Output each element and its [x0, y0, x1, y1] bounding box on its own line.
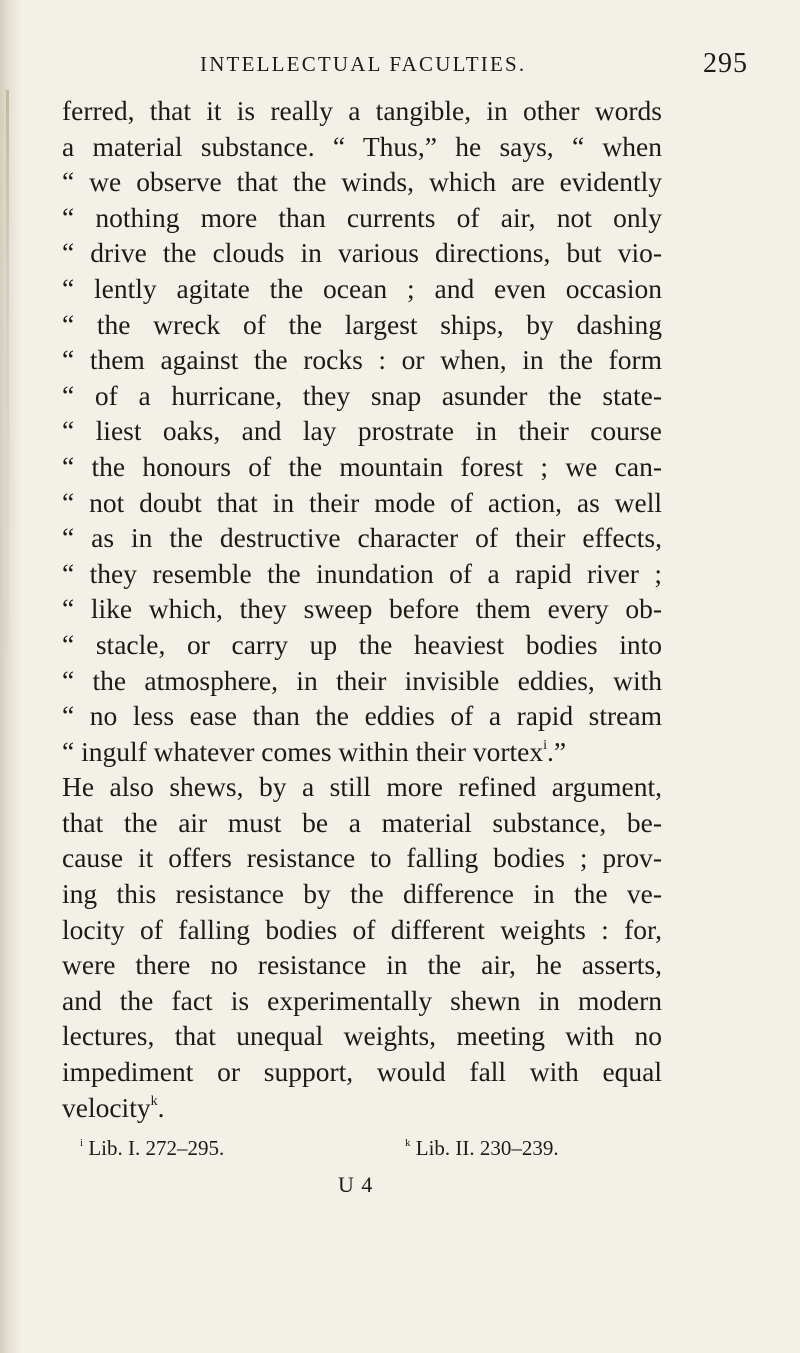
text-line [62, 271, 662, 307]
text-line [62, 698, 662, 734]
text-line-content: “ nothing more than currents of air, not only [62, 201, 662, 233]
text-line [62, 1090, 662, 1126]
text-line-content: He also shews, by a still more refined argument, [62, 771, 662, 803]
footnote-text: Lib. I. 272–295. [83, 1136, 225, 1160]
footnote-mark: k [405, 1137, 411, 1149]
text-line-content: “ them against the rocks : or when, in the form [62, 344, 662, 376]
text-line [62, 912, 662, 948]
text-line-content: “ lently agitate the ocean ; and even occasion [62, 272, 662, 304]
text-line-content: “ they resemble the inundation of a rapid river ; [62, 557, 662, 589]
text-line [62, 235, 662, 271]
text-line [62, 769, 662, 805]
text-line-content: lectures, that unequal weights, meeting with no [62, 1020, 662, 1052]
text-line-content: “ no less ease than the eddies of a rapid stream [62, 700, 662, 732]
text-line [62, 627, 662, 663]
text-line-content: “ liest oaks, and lay prostrate in their course [62, 415, 662, 447]
text-line-content: ferred, that it is really a tangible, in other words [62, 95, 662, 126]
text-line-content: were there no resistance in the air, he asserts, [62, 949, 662, 981]
text-line-content: “ drive the clouds in various directions, but vio- [62, 237, 662, 269]
text-line-content: a material substance. “ Thus,” he says, “ when [62, 130, 662, 162]
text-line-content: “ the atmosphere, in their invisible eddies, with [62, 664, 662, 696]
text-line [62, 983, 662, 1019]
text-line [62, 1054, 662, 1090]
text-line-content: velocity [62, 1091, 151, 1123]
footnote-reference: k [150, 1093, 158, 1109]
text-line [62, 342, 662, 378]
text-line [62, 840, 662, 876]
footnote-reference: i [543, 737, 547, 753]
text-line-content: “ of a hurricane, they snap asunder the state- [62, 379, 662, 411]
text-line [62, 449, 662, 485]
footnote-mark: i [80, 1137, 84, 1149]
text-line [62, 307, 662, 343]
text-line-content: “ ingulf whatever comes within their vortex [62, 735, 544, 767]
text-line-content: locity of falling bodies of different weights : for, [62, 913, 662, 945]
text-line-content: “ not doubt that in their mode of action, as well [62, 486, 662, 518]
text-line [62, 485, 662, 521]
body-text [62, 93, 662, 1125]
text-line [62, 200, 662, 236]
running-head: INTELLECTUAL FACULTIES. [200, 52, 527, 76]
text-line-content: “ we observe that the winds, which are evidently [62, 166, 662, 198]
text-line [62, 378, 662, 414]
text-line-content: and the fact is experimentally shewn in modern [62, 984, 662, 1016]
text-line [62, 1018, 662, 1054]
text-line-content: that the air must be a material substance, be- [62, 806, 662, 838]
page-header [60, 48, 760, 88]
text-line [62, 663, 662, 699]
text-line-content: “ like which, they sweep before them every ob- [62, 593, 662, 625]
page-gutter-shadow [0, 0, 22, 1353]
footnotes [80, 1136, 720, 1166]
text-line-content: “ the wreck of the largest ships, by dashing [62, 308, 662, 340]
text-line-content: cause it offers resistance to falling bodies ; prov- [62, 842, 662, 874]
text-line-content: “ as in the destructive character of their effects, [62, 522, 662, 554]
footnote-k [405, 1136, 559, 1161]
text-line [62, 805, 662, 841]
text-line [62, 876, 662, 912]
text-line [62, 591, 662, 627]
text-line-trailing: .” [547, 735, 567, 767]
text-line-trailing: . [157, 1091, 165, 1123]
text-line [62, 520, 662, 556]
page-number: 295 [703, 48, 748, 79]
text-line [62, 164, 662, 200]
footnote-text: Lib. II. 230–239. [410, 1136, 559, 1160]
text-line-content: “ the honours of the mountain forest ; we can- [62, 450, 662, 482]
signature-mark: U 4 [338, 1172, 374, 1197]
text-line [62, 129, 662, 165]
text-line [62, 947, 662, 983]
text-line-content: “ stacle, or carry up the heaviest bodies into [62, 628, 662, 660]
footnote-i [80, 1136, 224, 1161]
text-line [62, 413, 662, 449]
text-line-content: impediment or support, would fall with equal [62, 1056, 662, 1088]
text-line-content: ing this resistance by the difference in the ve- [62, 878, 662, 910]
text-line [62, 556, 662, 592]
text-line [62, 93, 662, 129]
text-line [62, 734, 662, 770]
